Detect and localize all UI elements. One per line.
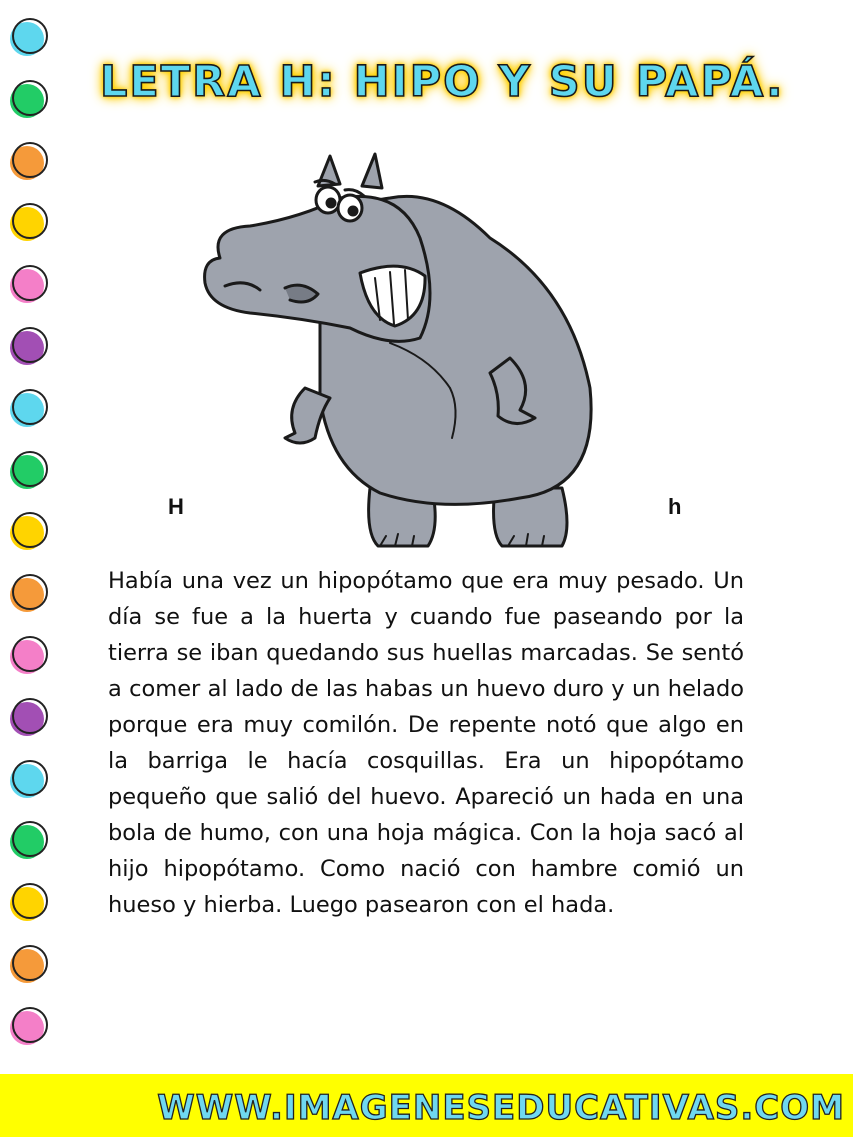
binder-circle	[8, 512, 48, 552]
story-text: Había una vez un hipopótamo que era muy pesado. Un día se fue a la huerta y cuando fue paseando por la tierra se iban quedando sus huellas marcadas. Se sentó a comer al lado de las habas un huevo duro y un helado porque era muy comilón. De repente notó que algo en la barriga le hacía cosquillas. Era un hipopótamo pequeño que salió del huevo. Apareció un hada en una bola de humo, con una hoja mágica. Con la hoja sacó al hijo hipopótamo. Como nació con hambre comió un hueso y hierba. Luego pasearon con el hada.	[108, 568, 744, 918]
binder-circle	[8, 1007, 48, 1047]
binder-circle	[8, 451, 48, 491]
binder-circle	[8, 203, 48, 243]
lowercase-letter: h	[668, 494, 682, 519]
footer-bar	[0, 1074, 853, 1137]
binder-circle	[8, 821, 48, 861]
binder-circle	[8, 265, 48, 305]
uppercase-letter: H	[168, 494, 184, 519]
page-title: LETRA H: HIPO Y SU PAPÁ.	[100, 57, 785, 107]
binder-circle	[8, 327, 48, 367]
binder-circle	[8, 883, 48, 923]
binder-circle	[8, 142, 48, 182]
binder-circle	[8, 698, 48, 738]
binder-circle	[8, 945, 48, 985]
binder-circle	[8, 18, 48, 58]
binder-circle	[8, 80, 48, 120]
footer-url: WWW.IMAGENESEDUCATIVAS.COM	[157, 1088, 845, 1128]
binder-circle	[8, 636, 48, 676]
binder-circle	[8, 389, 48, 429]
binder-circle	[8, 760, 48, 800]
hippo-illustration	[190, 148, 610, 558]
binder-circle	[8, 574, 48, 614]
